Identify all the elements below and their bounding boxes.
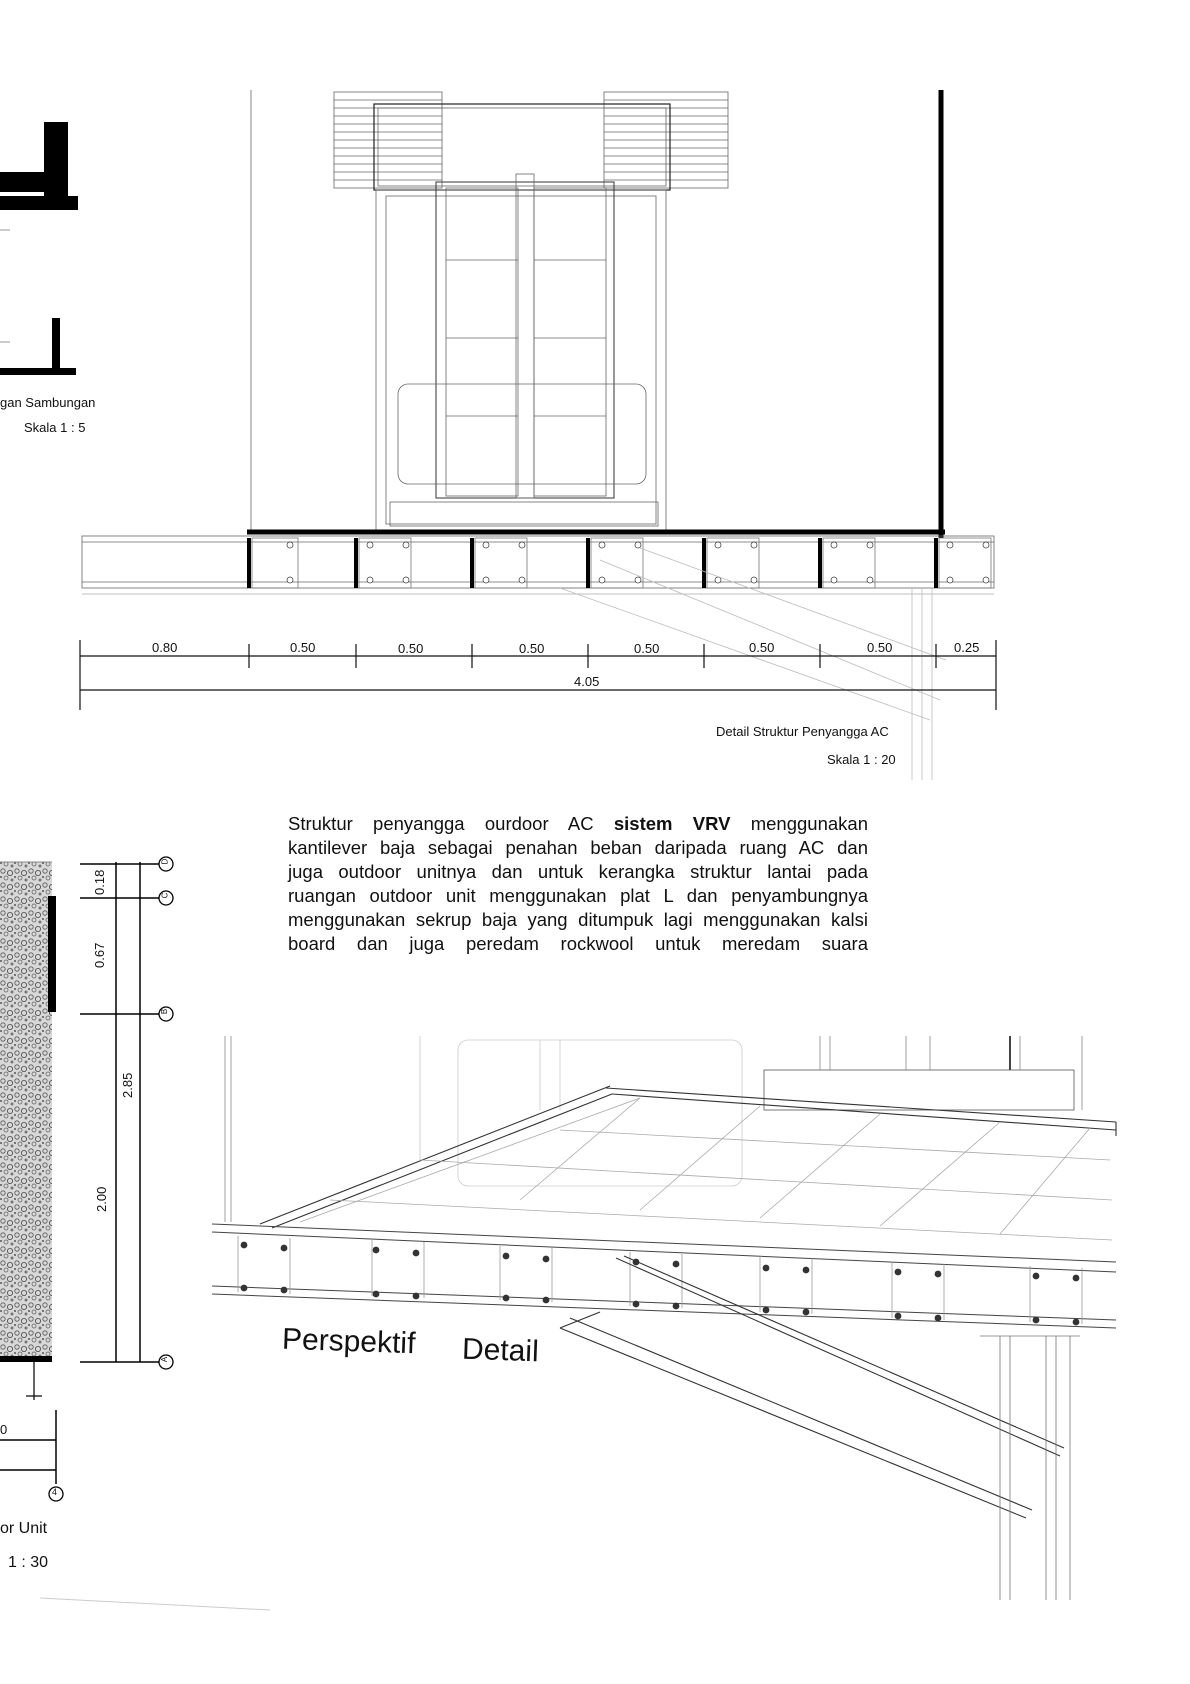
support-detail-scale: Skala 1 : 20 — [827, 752, 896, 767]
description-text: Struktur penyangga ourdoor AC — [288, 813, 614, 834]
bottom-dim-label: 0 — [0, 1422, 8, 1437]
segment-dim-label: 0.50 — [519, 641, 545, 656]
connection-detail-drawing — [0, 122, 78, 375]
segment-dim-label: 0.50 — [634, 641, 660, 656]
description-paragraph — [288, 812, 868, 956]
grid-marker-letter: B — [160, 1008, 170, 1015]
vertical-dim-label: 0.18 — [92, 869, 107, 895]
description-line: kantilever baja sebagai penahan beban daripada ruang AC dan — [288, 837, 868, 858]
vertical-dim-label: 2.85 — [120, 1072, 135, 1098]
total-dim-label: 4.05 — [574, 674, 600, 689]
description-bold-text: sistem VRV — [613, 813, 731, 834]
connection-detail-caption: gan Sambungan — [0, 395, 96, 410]
segment-dim-label: 0.50 — [290, 640, 316, 655]
connection-detail-scale: Skala 1 : 5 — [24, 420, 86, 435]
description-line: juga outdoor unitnya dan untuk kerangka struktur lantai pada — [288, 861, 868, 882]
support-elevation-drawing — [82, 90, 994, 780]
section-scale: 1 : 30 — [8, 1554, 49, 1571]
description-line: menggunakan sekrup baja yang ditumpuk lagi menggunakan kalsi — [288, 909, 868, 930]
grid-marker-circles — [49, 857, 173, 1501]
section-dimension-lines — [80, 862, 160, 1362]
grid-marker-number: 4 — [52, 1487, 58, 1497]
grid-marker-letter: C — [160, 892, 170, 899]
grid-marker-letter: D — [160, 858, 170, 865]
segment-dim-label: 0.25 — [954, 640, 980, 655]
perspective-title-word1: Perspektif — [281, 1322, 416, 1361]
segment-dim-label: 0.50 — [398, 641, 424, 656]
description-line — [288, 812, 868, 836]
description-text: menggunakan — [730, 813, 868, 834]
description-line: ruangan outdoor unit menggunakan plat L dan penyambungnya — [288, 885, 868, 906]
support-detail-caption: Detail Struktur Penyangga AC — [716, 724, 889, 739]
perspective-title-word2: Detail — [461, 1332, 540, 1369]
segment-dim-label: 0.50 — [867, 640, 893, 655]
segment-dim-label: 0.50 — [749, 640, 775, 655]
section-drawing — [0, 862, 270, 1610]
vertical-dim-label: 0.67 — [92, 942, 107, 968]
description-line: board dan juga peredam rockwool untuk meredam suara — [288, 933, 868, 954]
grid-marker-letter: A — [160, 1356, 170, 1363]
section-caption: or Unit — [0, 1520, 48, 1537]
vertical-dim-label: 2.00 — [94, 1186, 109, 1212]
perspective-drawing — [212, 1036, 1116, 1600]
segment-dim-label: 0.80 — [152, 640, 178, 655]
